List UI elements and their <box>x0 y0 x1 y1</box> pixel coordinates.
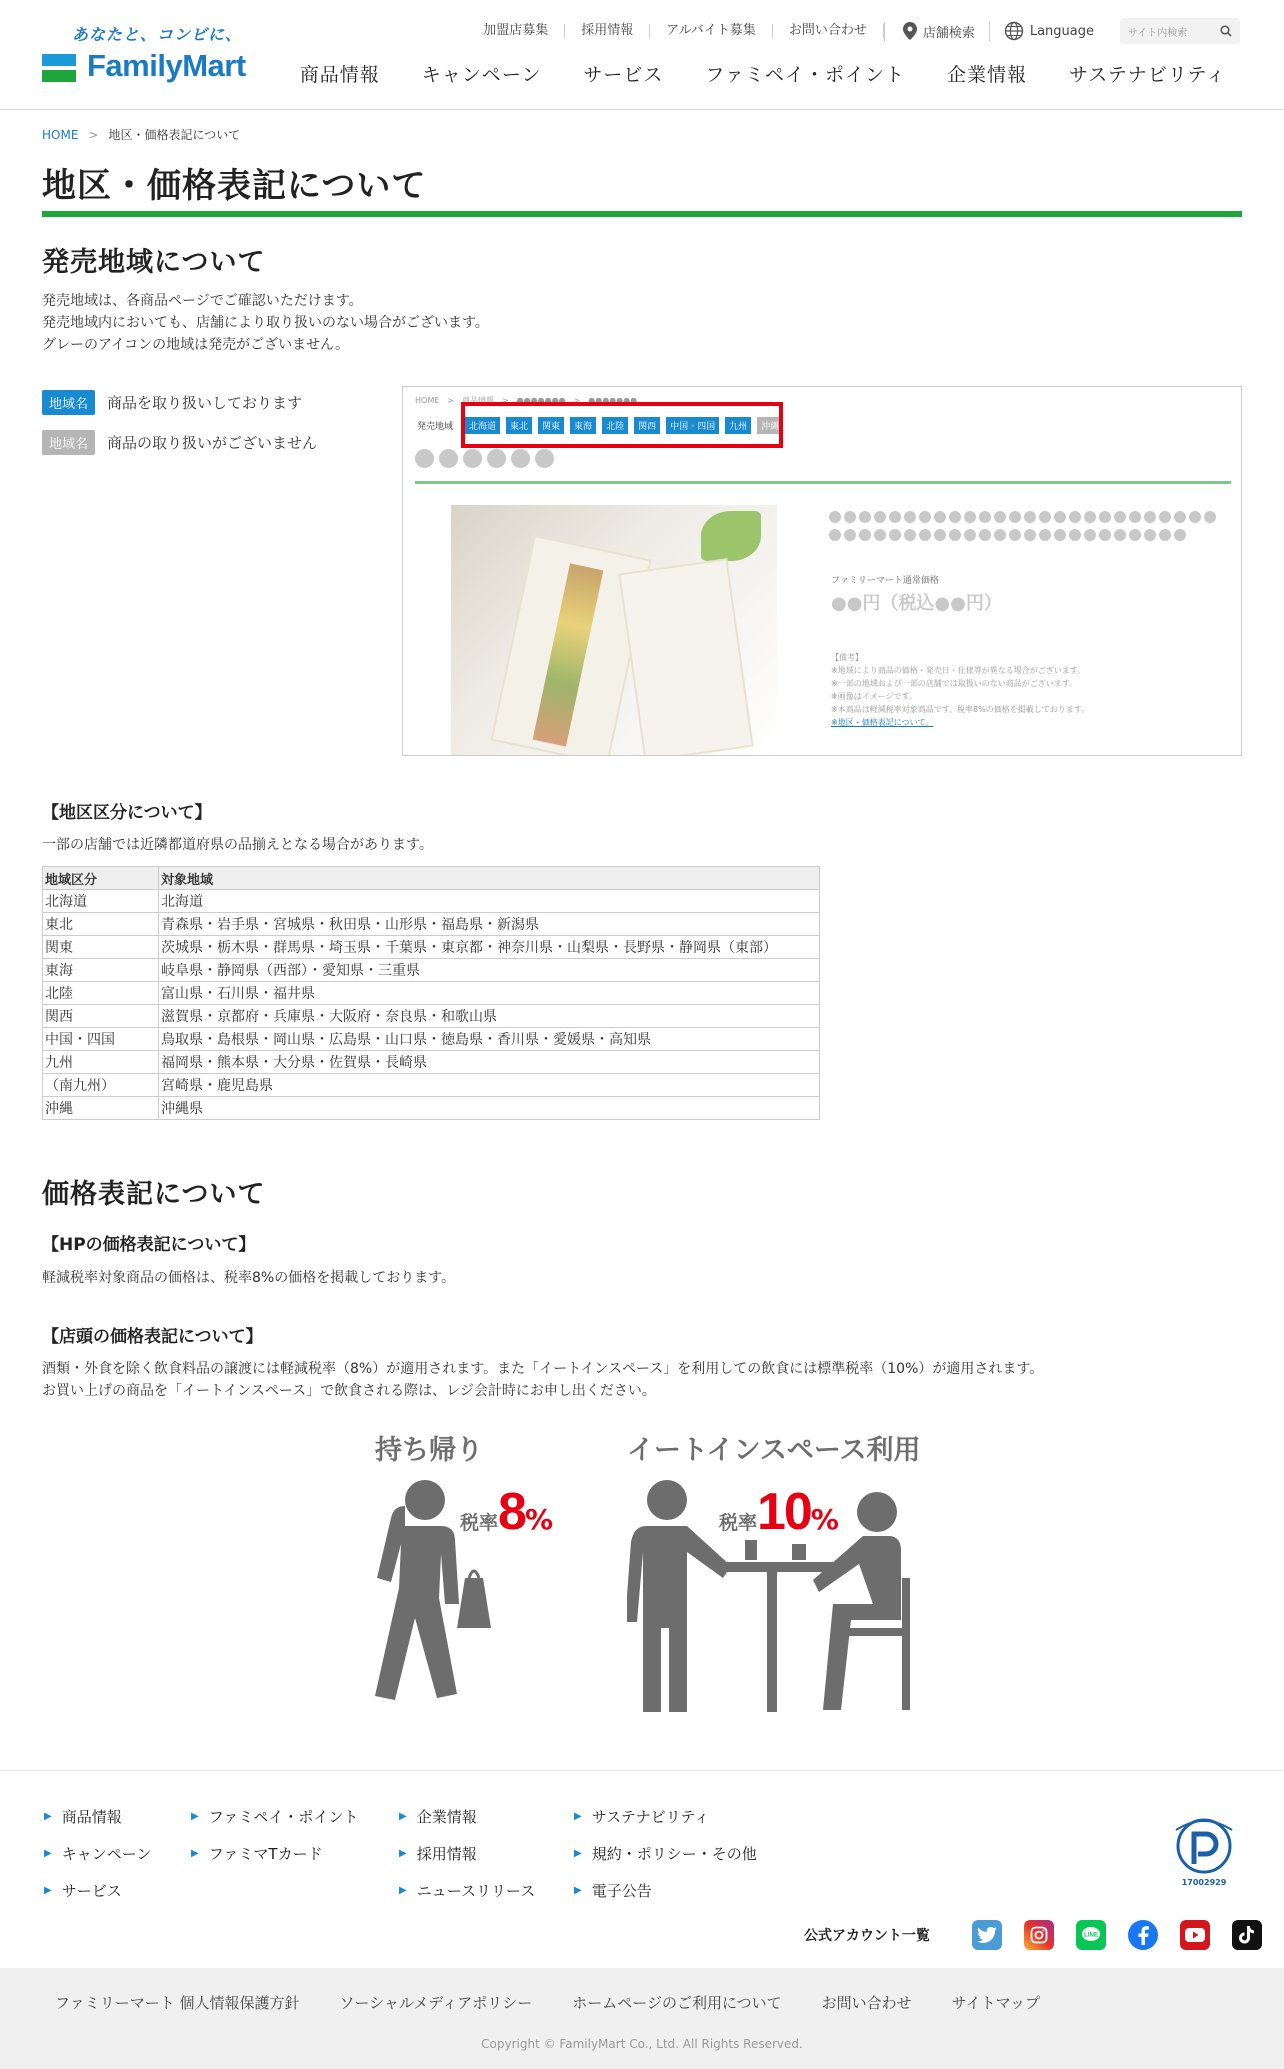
footer-link-label: ファミマTカード <box>208 1845 323 1863</box>
table-row <box>43 936 820 959</box>
region-chip-unavailable: 沖縄 <box>757 417 783 434</box>
link-privacy-policy[interactable]: ファミリーマート 個人情報保護方針 <box>55 1994 300 2012</box>
language-label: Language <box>1029 23 1094 39</box>
notes-title: 【備考】 <box>831 653 863 662</box>
region-chip: 関西 <box>634 417 660 434</box>
footer-nav-col3 <box>399 1806 535 1917</box>
util-link-recruit[interactable]: 採用情報 <box>565 24 650 38</box>
util-link-contact[interactable]: お問い合わせ <box>773 24 884 38</box>
example-title-placeholder <box>415 449 554 468</box>
copyright: Copyright © FamilyMart Co., Ltd. All Rights Reserved. <box>481 2037 803 2051</box>
note-line: ※地域により商品の価格・発売日・仕様等が異なる場合がございます。 <box>831 666 1086 675</box>
legend-off-text: 商品の取り扱いがございません <box>107 434 318 452</box>
store-price-line: お買い上げの商品を「イートインスペース」で飲食される際は、レジ会計時にお申し出ください。 <box>42 1383 656 1399</box>
region-prefectures: 青森県・岩手県・宮城県・秋田県・山形県・福島県・新潟県 <box>159 913 820 936</box>
footer-link-service[interactable] <box>44 1880 151 1901</box>
region-prefectures: 滋賀県・京都府・兵庫県・大阪府・奈良県・和歌山県 <box>159 1005 820 1028</box>
line-icon[interactable] <box>1076 1920 1106 1950</box>
price-heading: 価格表記について <box>42 1179 266 1210</box>
rate-percent: % <box>810 1503 839 1536</box>
table-header-row <box>43 867 820 890</box>
link-contact[interactable]: お問い合わせ <box>821 1994 912 2012</box>
store-search-label: 店舗検索 <box>922 25 975 41</box>
footer-link-policy[interactable] <box>574 1843 757 1864</box>
region-name: 北陸 <box>43 982 159 1005</box>
example-desc-placeholder <box>829 529 1186 541</box>
footer-nav-col1 <box>44 1806 151 1917</box>
table-row <box>43 1005 820 1028</box>
sales-line: 発売地域内においても、店舗により取り扱いのない場合がございます。 <box>42 315 489 331</box>
sandwich-photo <box>451 505 777 756</box>
rate-label: 税率 <box>460 1512 499 1534</box>
footer-link-label: ファミペイ・ポイント <box>208 1808 359 1826</box>
nav-campaign[interactable]: キャンペーン <box>421 64 542 86</box>
sales-area-text <box>42 290 489 356</box>
chevron-right-icon: > <box>88 127 99 142</box>
svg-text:LINE: LINE <box>1084 1932 1098 1939</box>
footer-divider <box>0 1770 1284 1771</box>
title-underline <box>42 211 1242 217</box>
store-price-line: 酒類・外食を除く飲食料品の譲渡には軽減税率（8%）が適用されます。また「イートインスペース」を利用しての飲食には標準税率（10%）が適用されます。 <box>42 1361 1044 1377</box>
footer-link-tcard[interactable] <box>191 1843 358 1864</box>
region-division-heading: 【地区区分について】 <box>42 803 212 823</box>
table-row <box>43 1051 820 1074</box>
link-site-terms[interactable]: ホームページのご利用について <box>572 1994 782 2012</box>
eat-in-people-icon <box>627 1478 927 1728</box>
footer-link-label: 採用情報 <box>416 1845 477 1863</box>
global-nav <box>258 60 1226 87</box>
logo-tagline: あなたと、コンビに、 <box>72 25 243 44</box>
nav-products[interactable]: 商品情報 <box>299 64 380 86</box>
column-header: 地域区分 <box>43 867 159 890</box>
globe-icon <box>1004 21 1024 41</box>
region-prefectures: 沖縄県 <box>159 1097 820 1120</box>
region-name: 関西 <box>43 1005 159 1028</box>
rate-value: 8 <box>498 1483 525 1541</box>
utility-nav <box>467 18 1240 44</box>
region-name: （南九州） <box>43 1074 159 1097</box>
example-notes <box>831 651 1089 729</box>
arrow-right-icon: ▶ <box>191 1811 199 1822</box>
table-row <box>43 1028 820 1051</box>
arrow-right-icon: ▶ <box>191 1848 199 1859</box>
footer-nav-col2 <box>191 1806 358 1880</box>
region-name: 東北 <box>43 913 159 936</box>
region-badge-off: 地域名 <box>42 430 95 455</box>
column-header: 対象地域 <box>159 867 820 890</box>
footer-link-label: 電子公告 <box>591 1882 652 1900</box>
arrow-right-icon: ▶ <box>44 1811 52 1822</box>
arrow-right-icon: ▶ <box>574 1811 582 1822</box>
store-search-link[interactable] <box>884 22 989 41</box>
search-icon[interactable] <box>1220 25 1232 37</box>
example-breadcrumb: HOME > 商品情報 > ●●●●●●● > ●●●●●●● <box>415 396 638 405</box>
region-name: 中国・四国 <box>43 1028 159 1051</box>
rate-value: 10 <box>757 1483 811 1541</box>
note-link: ※地区・価格表記について。 <box>831 718 934 727</box>
rate-label: 税率 <box>719 1512 758 1534</box>
example-price: ●●円（税込●●円） <box>831 593 1002 614</box>
instagram-icon[interactable] <box>1024 1920 1054 1950</box>
takeout-title: 持ち帰り <box>375 1435 483 1466</box>
region-prefectures: 富山県・石川県・福井県 <box>159 982 820 1005</box>
region-chip: 関東 <box>538 417 564 434</box>
footer-link-news[interactable] <box>399 1880 535 1901</box>
hp-price-text: 軽減税率対象商品の価格は、税率8%の価格を掲載しております。 <box>42 1270 456 1286</box>
region-name: 九州 <box>43 1051 159 1074</box>
region-note: 一部の店舗では近隣都道府県の品揃えとなる場合があります。 <box>42 837 433 853</box>
site-search-input[interactable] <box>1120 18 1240 44</box>
region-prefectures: 鳥取県・島根県・岡山県・広島県・山口県・徳島県・香川県・愛媛県・高知県 <box>159 1028 820 1051</box>
region-chip: 北海道 <box>465 417 500 434</box>
facebook-icon[interactable] <box>1128 1920 1158 1950</box>
logo-name: FamilyMart <box>87 48 246 83</box>
region-prefectures: 宮崎県・鹿児島県 <box>159 1074 820 1097</box>
arrow-right-icon: ▶ <box>44 1885 52 1896</box>
region-name: 関東 <box>43 936 159 959</box>
footer-link-label: 企業情報 <box>416 1808 477 1826</box>
nav-famipay[interactable]: ファミペイ・ポイント <box>705 64 906 86</box>
social-accounts <box>804 1920 1262 1950</box>
social-label: 公式アカウント一覧 <box>804 1928 930 1944</box>
region-prefectures: 茨城県・栃木県・群馬県・埼玉県・千葉県・東京都・神奈川県・山梨県・長野県・静岡県（東部） <box>159 936 820 959</box>
product-page-example <box>402 386 1242 756</box>
region-name: 北海道 <box>43 890 159 913</box>
region-name: 東海 <box>43 959 159 982</box>
example-desc-placeholder <box>829 511 1216 523</box>
sales-line: グレーのアイコンの地域は発売がございません。 <box>42 337 350 353</box>
footer-link-campaign[interactable] <box>44 1843 151 1864</box>
region-chip: 東海 <box>570 417 596 434</box>
util-link-franchise[interactable]: 加盟店募集 <box>467 24 565 38</box>
highlight-box <box>461 402 783 448</box>
region-badge-on: 地域名 <box>42 390 95 415</box>
privacy-mark-logo[interactable] <box>1166 1816 1242 1888</box>
store-price-text <box>42 1358 1043 1402</box>
table-row <box>43 1074 820 1097</box>
footer-bottom-links <box>55 1992 1080 2013</box>
table-row <box>43 959 820 982</box>
footer-link-label: サービス <box>61 1882 122 1900</box>
legend-unavailable <box>42 430 317 455</box>
arrow-right-icon: ▶ <box>574 1885 582 1896</box>
util-link-parttime[interactable]: アルバイト募集 <box>650 24 773 38</box>
tiktok-icon[interactable] <box>1232 1920 1262 1950</box>
youtube-icon[interactable] <box>1180 1920 1210 1950</box>
table-row <box>43 1097 820 1120</box>
map-pin-icon <box>903 22 917 40</box>
legend-available <box>42 390 302 415</box>
footer-link-label: サステナビリティ <box>591 1808 710 1826</box>
table-row <box>43 982 820 1005</box>
arrow-right-icon: ▶ <box>399 1848 407 1859</box>
note-line: ※本商品は軽減税率対象商品です。税率8%の価格を掲載しております。 <box>831 705 1090 714</box>
example-area-label: 発売地域 <box>417 422 454 432</box>
language-selector[interactable] <box>989 21 1120 41</box>
arrow-right-icon: ▶ <box>574 1848 582 1859</box>
table-row <box>43 913 820 936</box>
tax-rate-illustration <box>355 1428 935 1728</box>
region-table <box>42 866 820 1120</box>
example-divider <box>415 481 1231 484</box>
footer-nav-col4 <box>574 1806 757 1917</box>
privacy-mark-number: 17002929 <box>1181 1878 1227 1887</box>
footer-link-label: 規約・ポリシー・その他 <box>591 1845 757 1863</box>
page-title: 地区・価格表記について <box>42 166 427 206</box>
footer-link-label: ニュースリリース <box>416 1882 536 1900</box>
region-chip: 北陸 <box>602 417 628 434</box>
link-social-media-policy[interactable]: ソーシャルメディアポリシー <box>339 1994 533 2012</box>
region-prefectures: 岐阜県・静岡県（西部）・愛知県・三重県 <box>159 959 820 982</box>
footer-link-products[interactable] <box>44 1806 151 1827</box>
rate-percent: % <box>524 1503 553 1536</box>
example-price-label: ファミリーマート通常価格 <box>831 576 939 586</box>
breadcrumb-current: 地区・価格表記について <box>108 128 241 142</box>
footer-bottom-bar <box>0 1968 1284 2069</box>
region-chip: 東北 <box>506 417 532 434</box>
nav-sustainability[interactable]: サステナビリティ <box>1069 64 1226 86</box>
eatin-title: イートインスペース利用 <box>627 1435 921 1466</box>
walking-person-icon <box>355 1478 515 1728</box>
sales-area-heading: 発売地域について <box>42 247 266 278</box>
arrow-right-icon: ▶ <box>399 1811 407 1822</box>
footer-link-famipay[interactable] <box>191 1806 358 1827</box>
region-prefectures: 福岡県・熊本県・大分県・佐賀県・長崎県 <box>159 1051 820 1074</box>
arrow-right-icon: ▶ <box>44 1848 52 1859</box>
breadcrumb-home[interactable]: HOME <box>42 127 79 142</box>
twitter-icon[interactable] <box>972 1920 1002 1950</box>
table-row <box>43 890 820 913</box>
familymart-logo[interactable] <box>42 22 257 86</box>
footer-link-label: キャンペーン <box>61 1845 152 1863</box>
link-sitemap[interactable]: サイトマップ <box>951 1994 1041 2012</box>
note-line: ※一部の地域および一部の店舗では取扱いのない商品がございます。 <box>831 679 1078 688</box>
footer-link-sustainability[interactable] <box>574 1806 757 1827</box>
site-header <box>0 0 1284 110</box>
search-placeholder: サイト内検索 <box>1128 27 1188 39</box>
nav-service[interactable]: サービス <box>583 64 664 86</box>
footer-link-corporate[interactable] <box>399 1806 535 1827</box>
footer-link-recruit[interactable] <box>399 1843 535 1864</box>
logo-stripes-icon <box>42 54 76 82</box>
region-chip: 九州 <box>725 417 751 434</box>
arrow-right-icon: ▶ <box>399 1885 407 1896</box>
privacy-mark-icon <box>1166 1816 1242 1874</box>
note-line: ※画像はイメージです。 <box>831 692 917 701</box>
footer-link-notice[interactable] <box>574 1880 757 1901</box>
region-prefectures: 北海道 <box>159 890 820 913</box>
footer-link-label: 商品情報 <box>61 1808 122 1826</box>
nav-corporate[interactable]: 企業情報 <box>947 64 1028 86</box>
breadcrumb <box>42 126 240 143</box>
region-name: 沖縄 <box>43 1097 159 1120</box>
hp-price-heading: 【HPの価格表記について】 <box>42 1235 256 1255</box>
legend-on-text: 商品を取り扱いしております <box>107 394 303 412</box>
sales-line: 発売地域は、各商品ページでご確認いただけます。 <box>42 293 363 309</box>
store-price-heading: 【店頭の価格表記について】 <box>42 1327 263 1347</box>
region-chip: 中国・四国 <box>666 417 719 434</box>
